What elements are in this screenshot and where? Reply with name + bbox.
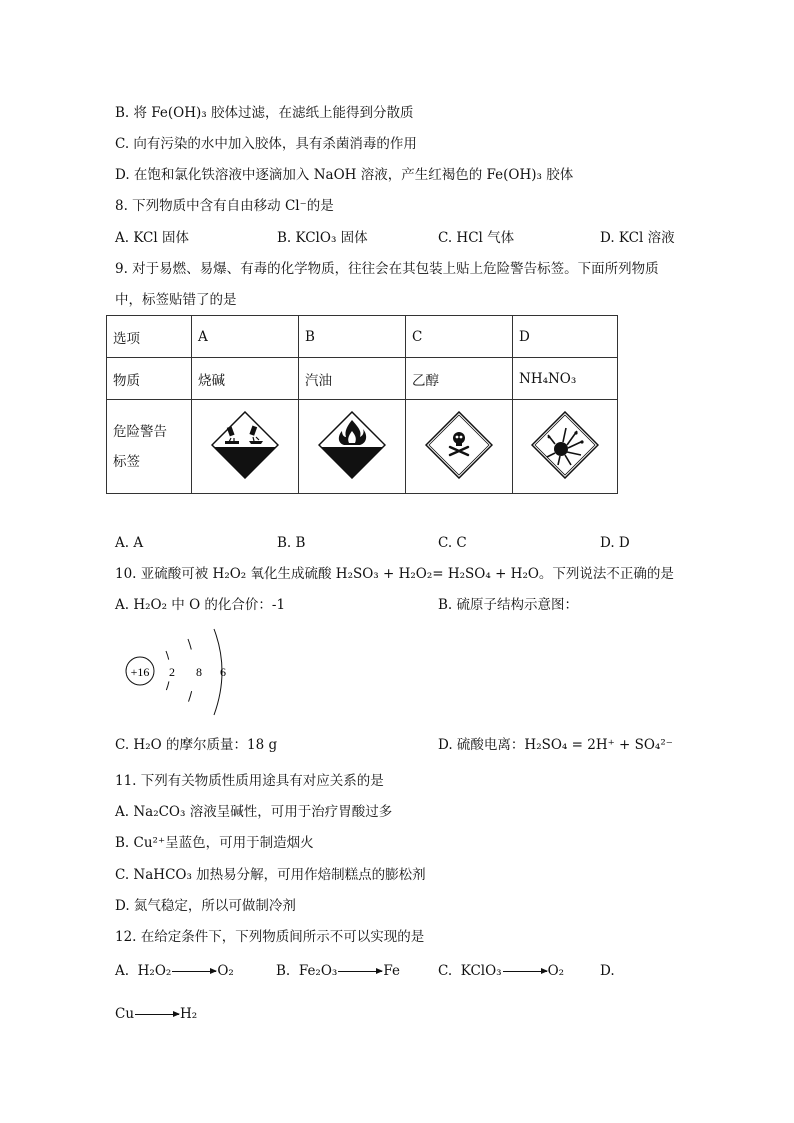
- q12-option-d-label: D.: [600, 963, 615, 979]
- reaction-arrow-icon: [338, 971, 382, 972]
- option-label: B.: [276, 963, 291, 979]
- q10-option-d: D. 硫酸电离：H₂SO₄ = 2H⁺ + SO₄²⁻: [438, 737, 673, 753]
- q11-stem: 11. 下列有关物质性质用途具有对应关系的是: [115, 773, 384, 789]
- q9-stem-line2: 中，标签贴错了的是: [115, 292, 237, 308]
- table-cell: 烧碱: [192, 358, 299, 400]
- reaction-arrow-icon: [172, 971, 216, 972]
- q7-option-c: C. 向有污染的水中加入胶体，具有杀菌消毒的作用: [115, 136, 417, 152]
- table-row: [107, 358, 618, 400]
- option-label: A.: [115, 963, 130, 979]
- reaction-arrow-icon: [135, 1014, 179, 1015]
- product: H₂: [180, 1006, 198, 1022]
- q12-option-d: [115, 1006, 197, 1022]
- atom-nucleus-label: +16: [130, 665, 150, 679]
- table-cell: [513, 400, 618, 494]
- toxic-skull-icon: [425, 411, 493, 479]
- reactant: H₂O₂: [137, 963, 172, 979]
- table-cell: A: [192, 316, 299, 358]
- reaction-arrow-icon: [503, 971, 547, 972]
- reactant: Cu: [115, 1006, 135, 1022]
- table-cell: 乙醇: [406, 358, 513, 400]
- table-cell: [192, 400, 299, 494]
- table-cell: [406, 400, 513, 494]
- q11-option-c: C. NaHCO₃ 加热易分解，可用作焙制糕点的膨松剂: [115, 867, 426, 883]
- product: O₂: [217, 963, 234, 979]
- table-cell: [299, 400, 406, 494]
- hazard-table: [106, 315, 618, 494]
- q9-option-a: A. A: [115, 535, 144, 551]
- reactant: KClO₃: [460, 963, 502, 979]
- q8-option-b: B. KClO₃ 固体: [277, 230, 368, 246]
- table-row: [107, 400, 618, 494]
- hazard-label-header-1: 危险警告: [113, 423, 167, 440]
- q8-option-c: C. HCl 气体: [438, 230, 515, 246]
- table-header-cell: 物质: [107, 358, 192, 400]
- q10-stem: 10. 亚硫酸可被 H₂O₂ 氧化生成硫酸 H₂SO₃ + H₂O₂= H₂SO₄ + H₂O。下列说法不正确的是: [115, 566, 674, 582]
- shell-electron-count: 8: [196, 665, 202, 679]
- q7-option-b: B. 将 Fe(OH)₃ 胶体过滤，在滤纸上能得到分散质: [115, 105, 414, 121]
- q12-option-b: [276, 963, 400, 979]
- table-cell: B: [299, 316, 406, 358]
- table-cell: D: [513, 316, 618, 358]
- explosive-hazard-icon: [531, 411, 599, 479]
- product: Fe: [383, 963, 400, 979]
- q10-option-c: C. H₂O 的摩尔质量：18 g: [115, 737, 278, 753]
- table-header-cell: [107, 400, 192, 494]
- q12-stem: 12. 在给定条件下，下列物质间所示不可以实现的是: [115, 929, 425, 945]
- product: O₂: [547, 963, 565, 979]
- q11-option-a: A. Na₂CO₃ 溶液呈碱性，可用于治疗胃酸过多: [115, 804, 393, 820]
- q11-option-d: D. 氮气稳定，所以可做制冷剂: [115, 898, 296, 914]
- flammable-hazard-icon: [318, 411, 386, 479]
- q10-option-a: A. H₂O₂ 中 O 的化合价：-1: [115, 597, 286, 613]
- q8-stem: 8. 下列物质中含有自由移动 Cl⁻的是: [115, 198, 334, 214]
- table-row: [107, 316, 618, 358]
- table-cell: 汽油: [299, 358, 406, 400]
- q10-option-b: B. 硫原子结构示意图：: [438, 597, 579, 613]
- sulfur-atom-diagram: [118, 625, 248, 720]
- q12-option-c: [438, 963, 564, 979]
- shell-electron-count: 2: [169, 665, 175, 679]
- q7-option-d: D. 在饱和氯化铁溶液中逐滴加入 NaOH 溶液，产生红褐色的 Fe(OH)₃ 胶体: [115, 167, 574, 183]
- corrosive-hazard-icon: [211, 411, 279, 479]
- q12-option-a: [115, 963, 234, 979]
- q11-option-b: B. Cu²⁺呈蓝色，可用于制造烟火: [115, 835, 314, 851]
- table-cell: C: [406, 316, 513, 358]
- q9-stem-line1: 9. 对于易燃、易爆、有毒的化学物质，往往会在其包装上贴上危险警告标签。下面所列物质: [115, 261, 659, 277]
- option-label: C.: [438, 963, 453, 979]
- q9-option-b: B. B: [277, 535, 306, 551]
- q8-option-a: A. KCl 固体: [115, 230, 189, 246]
- table-cell: NH₄NO₃: [513, 358, 618, 400]
- shell-electron-count: 6: [220, 665, 226, 679]
- q9-option-d: D. D: [600, 535, 630, 551]
- reactant: Fe₂O₃: [298, 963, 338, 979]
- table-header-cell: 选项: [107, 316, 192, 358]
- hazard-label-header-2: 标签: [113, 453, 140, 470]
- q8-option-d: D. KCl 溶液: [600, 230, 675, 246]
- q9-option-c: C. C: [438, 535, 467, 551]
